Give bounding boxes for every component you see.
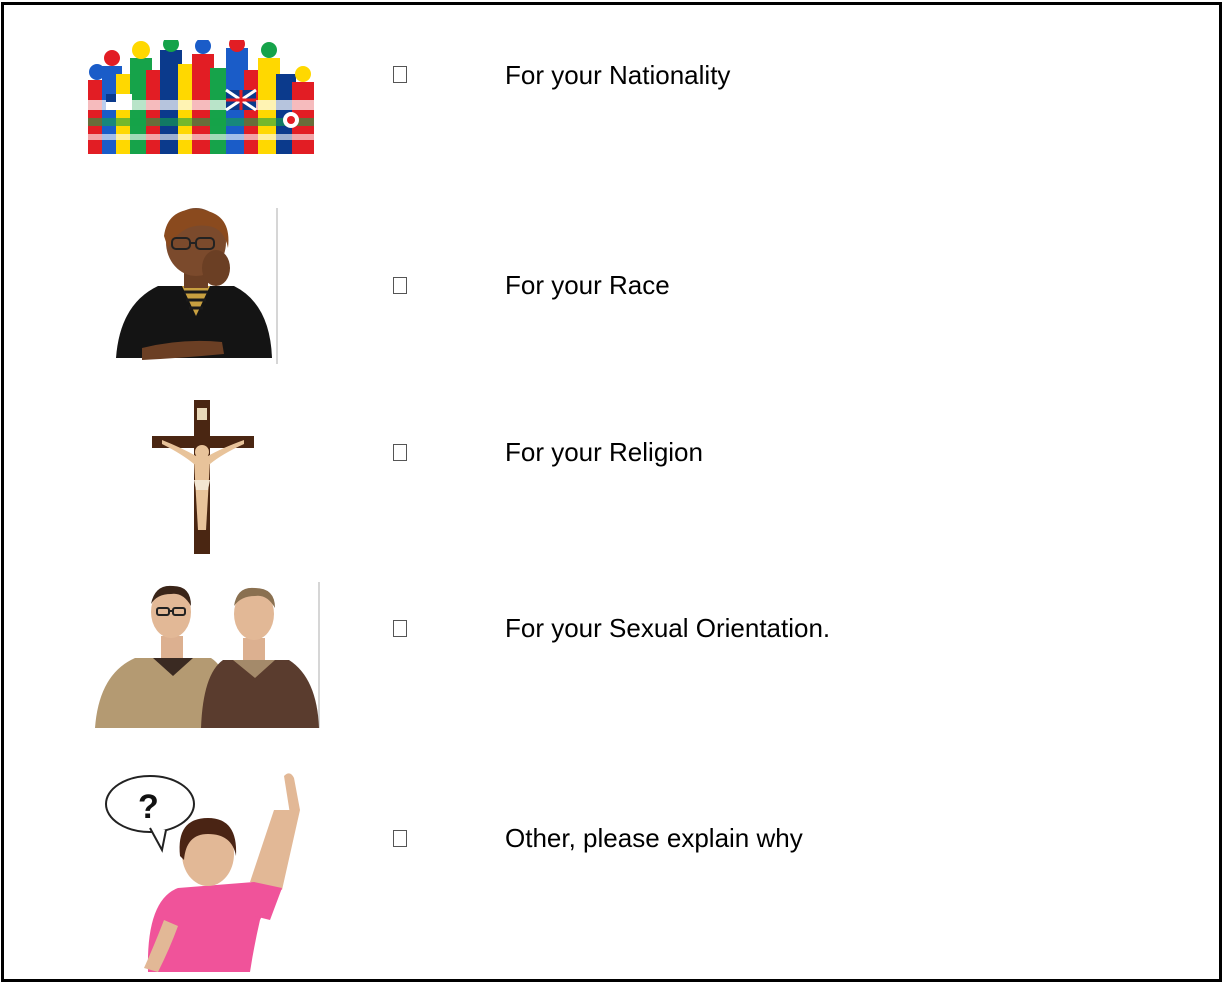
- question-woman-icon: [104, 770, 304, 972]
- checkbox-sexual-orientation[interactable]: [393, 620, 407, 637]
- svg-text:?: ?: [138, 788, 159, 826]
- option-label-sexual-orientation: For your Sexual Orientation.: [505, 613, 831, 643]
- option-label-religion: For your Religion: [505, 437, 703, 467]
- option-label-nationality: For your Nationality: [505, 60, 731, 90]
- checkbox-race[interactable]: [393, 277, 407, 294]
- two-men-icon: [93, 582, 321, 728]
- thinking-woman-icon: [112, 208, 280, 364]
- crucifix-icon: [150, 400, 256, 554]
- checkbox-nationality[interactable]: [393, 66, 407, 83]
- flag-people-icon: [86, 40, 322, 154]
- checkbox-religion[interactable]: [393, 444, 407, 461]
- option-label-other: Other, please explain why: [505, 823, 803, 853]
- checkbox-other[interactable]: [393, 830, 407, 847]
- option-label-race: For your Race: [505, 270, 670, 300]
